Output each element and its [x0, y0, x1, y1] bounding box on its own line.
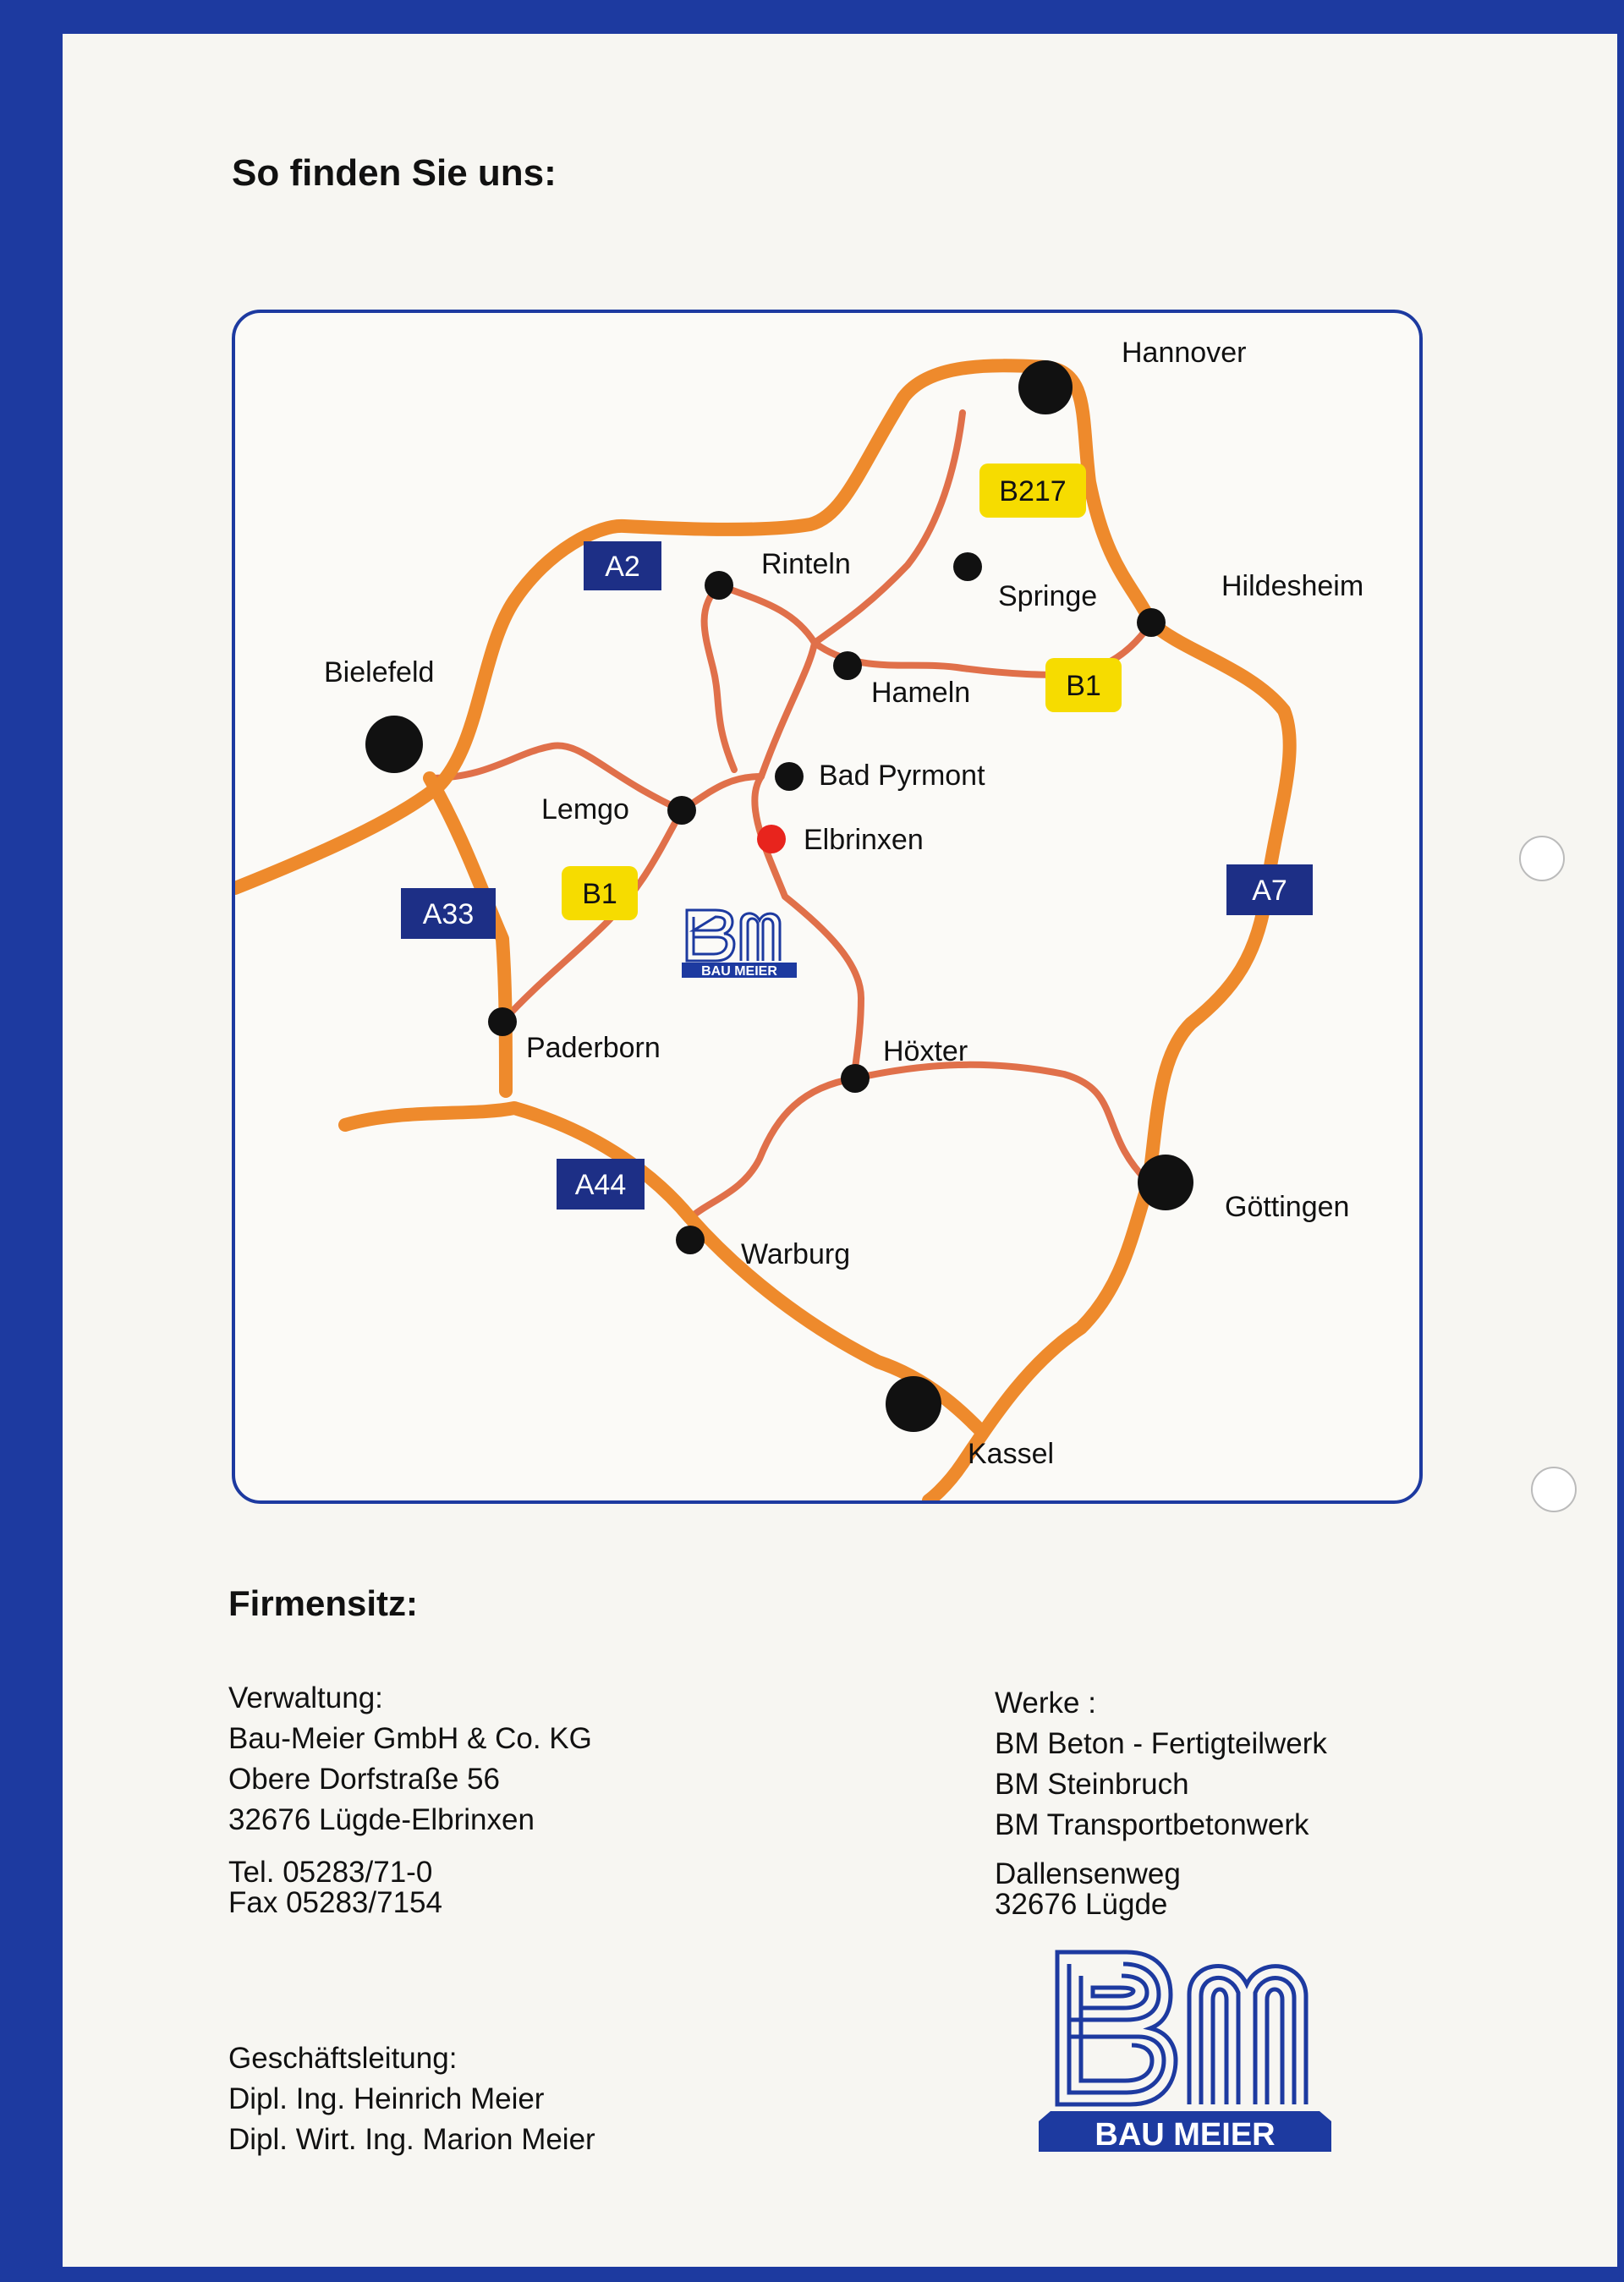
shield-a33 — [401, 888, 496, 939]
contact-block — [228, 1857, 442, 1918]
werke-label: Werke : — [995, 1687, 1096, 1720]
shield-a2 — [584, 541, 661, 590]
city-dot-kassel — [886, 1376, 941, 1432]
road-rinteln-badpyrmont — [705, 585, 734, 770]
svg-text:B1: B1 — [582, 878, 617, 910]
shield-b1-east — [1045, 658, 1122, 712]
management-label: Geschäftsleitung: — [228, 2042, 458, 2075]
verwaltung-block — [228, 1678, 592, 1840]
road-badpyrmont-hoexter — [754, 776, 861, 1078]
motorway-a44 — [345, 1108, 979, 1429]
svg-text:B217: B217 — [999, 475, 1067, 507]
bau-meier-logo-svg — [1039, 1944, 1331, 2165]
city-label-hildesheim: Hildesheim — [1221, 570, 1364, 602]
motorway-a7 — [929, 367, 1290, 1500]
werke-block — [995, 1683, 1327, 1846]
city-label-paderborn: Paderborn — [526, 1032, 661, 1064]
city-dot-rinteln — [705, 571, 733, 600]
city-label-hannover: Hannover — [1122, 337, 1247, 369]
werk-1: BM Beton - Fertigteilwerk — [995, 1727, 1327, 1760]
svg-text:A44: A44 — [574, 1169, 627, 1201]
brochure-page — [63, 34, 1617, 2267]
road-map — [232, 310, 1423, 1504]
svg-text:A33: A33 — [422, 898, 475, 930]
werke-address-block — [995, 1859, 1181, 1920]
road-hoexter-warburg — [690, 1078, 855, 1218]
svg-text:A7: A7 — [1252, 875, 1287, 907]
bau-meier-logo — [1039, 1944, 1331, 2165]
binder-hole-upper — [1519, 836, 1565, 881]
city-dot-goettingen — [1138, 1155, 1193, 1210]
logo-text: BAU MEIER — [1095, 2117, 1276, 2153]
shield-b1-west — [562, 866, 638, 920]
city-label-bielefeld: Bielefeld — [324, 656, 435, 688]
werke-street: Dallensenweg — [995, 1857, 1181, 1890]
city-dot-paderborn — [488, 1007, 517, 1036]
city-label-hameln: Hameln — [871, 677, 971, 709]
city-dot-bielefeld — [365, 716, 423, 773]
werk-2: BM Steinbruch — [995, 1768, 1189, 1801]
shield-a44 — [557, 1159, 645, 1210]
map-bm-logo — [682, 910, 797, 979]
road-map-svg — [235, 313, 1419, 1500]
road-springe-hannover — [815, 413, 963, 643]
city-label-lemgo: Lemgo — [541, 793, 629, 826]
city-label-warburg: Warburg — [741, 1238, 851, 1270]
manager-2: Dipl. Wirt. Ing. Marion Meier — [228, 2123, 595, 2156]
page-title: So finden Sie uns: — [232, 152, 557, 194]
motorway-a2 — [235, 365, 1045, 888]
phone-number: Tel. 05283/71-0 — [228, 1856, 433, 1889]
city-dot-elbrinxen — [757, 825, 786, 853]
city-dot-hameln — [833, 651, 862, 680]
company-city: 32676 Lügde-Elbrinxen — [228, 1803, 535, 1836]
company-name: Bau-Meier GmbH & Co. KG — [228, 1722, 592, 1755]
fax-number: Fax 05283/7154 — [228, 1886, 442, 1919]
firmensitz-title: Firmensitz: — [228, 1583, 419, 1623]
city-label-springe: Springe — [998, 580, 1098, 612]
city-dot-hildesheim — [1137, 608, 1166, 637]
binder-hole-lower — [1531, 1467, 1577, 1512]
city-label-hoexter: Höxter — [883, 1035, 968, 1067]
management-block — [228, 2038, 595, 2160]
manager-1: Dipl. Ing. Heinrich Meier — [228, 2082, 545, 2115]
city-label-rinteln: Rinteln — [761, 548, 851, 580]
map-logo-text: BAU MEIER — [701, 964, 777, 979]
city-label-elbrinxen: Elbrinxen — [804, 824, 924, 856]
city-label-goettingen: Göttingen — [1225, 1191, 1350, 1223]
svg-text:B1: B1 — [1066, 670, 1101, 702]
city-label-kassel: Kassel — [968, 1438, 1055, 1470]
werke-city: 32676 Lügde — [995, 1888, 1168, 1921]
svg-text:A2: A2 — [605, 551, 640, 583]
verwaltung-label: Verwaltung: — [228, 1681, 383, 1714]
shield-a7 — [1226, 864, 1313, 915]
city-dot-springe — [953, 552, 982, 581]
city-dot-hannover — [1018, 360, 1073, 414]
road-hoexter-goettingen — [855, 1065, 1149, 1182]
werk-3: BM Transportbetonwerk — [995, 1808, 1309, 1841]
shield-b217 — [979, 464, 1086, 518]
city-dot-hoexter — [841, 1064, 870, 1093]
city-dot-lemgo — [667, 796, 696, 825]
city-label-badpyrmont: Bad Pyrmont — [819, 760, 985, 792]
road-badpyrmont-hameln — [761, 643, 815, 776]
company-street: Obere Dorfstraße 56 — [228, 1763, 500, 1796]
city-dot-badpyrmont — [775, 762, 804, 791]
road-rinteln-hameln — [719, 585, 815, 643]
city-dot-warburg — [676, 1226, 705, 1254]
